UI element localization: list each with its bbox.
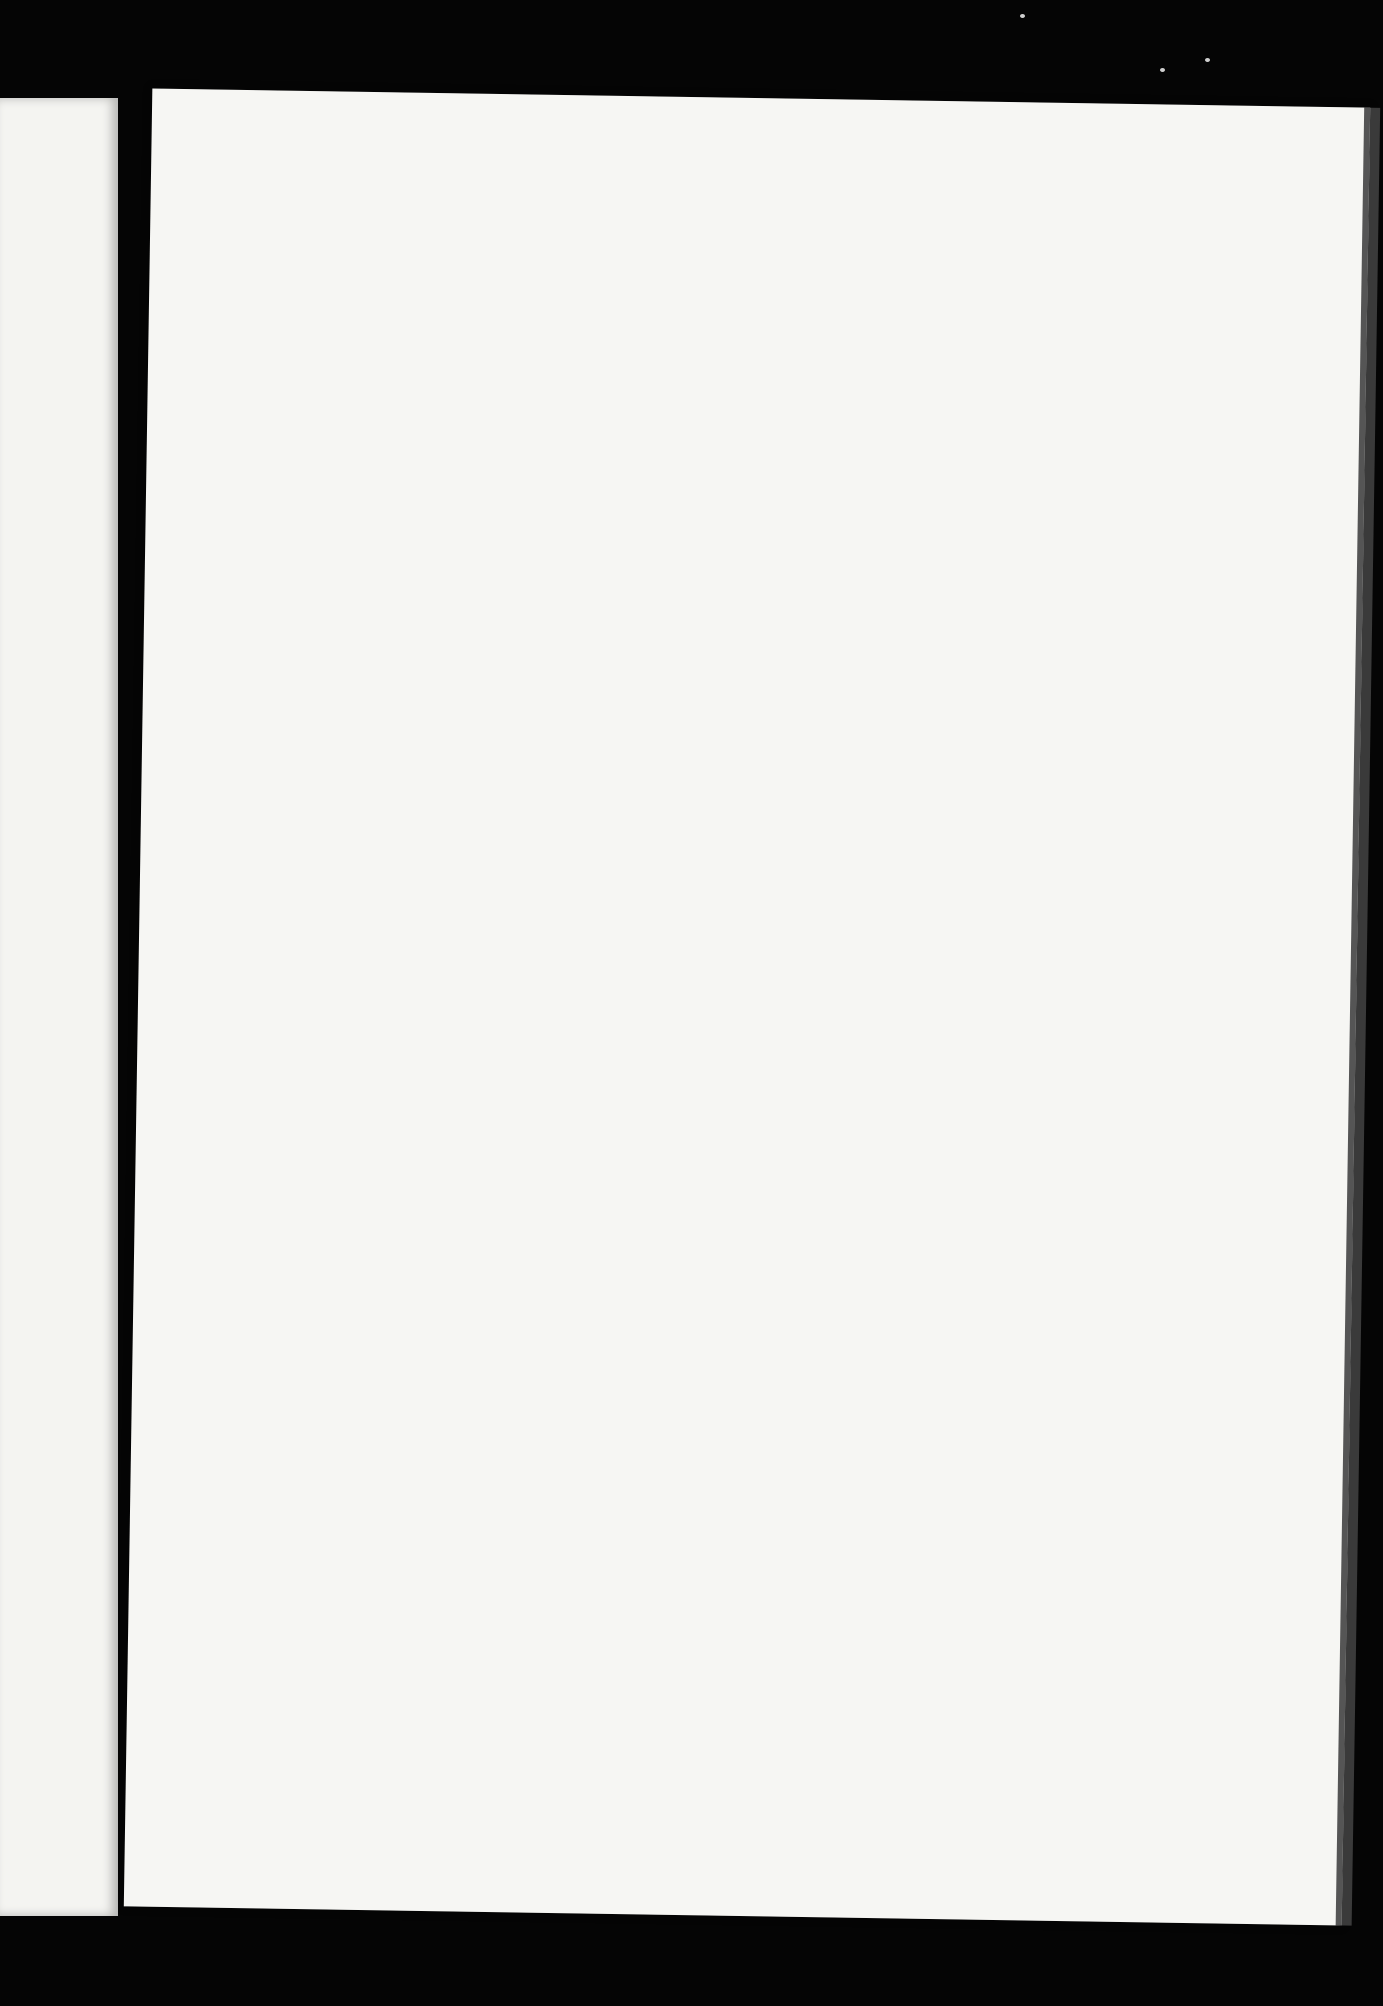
- section-wifes-canoe: [256, 174, 1296, 190]
- page-number: [124, 1868, 1336, 1887]
- section-whole-story: [256, 174, 1296, 190]
- book-page: [124, 89, 1370, 1926]
- section-intro: [256, 152, 1296, 168]
- section-heading-wifes-canoe: [256, 174, 1296, 190]
- dust-speck: [1020, 14, 1025, 18]
- section-heading-worked-all-right: [256, 174, 1296, 190]
- page-body: [256, 152, 1296, 190]
- section-worked-all-right: [256, 174, 1296, 190]
- adjacent-left-page: [0, 98, 118, 1916]
- dust-speck: [1160, 68, 1165, 72]
- section-heading-whole-story: [256, 174, 1296, 190]
- dust-speck: [1205, 58, 1210, 62]
